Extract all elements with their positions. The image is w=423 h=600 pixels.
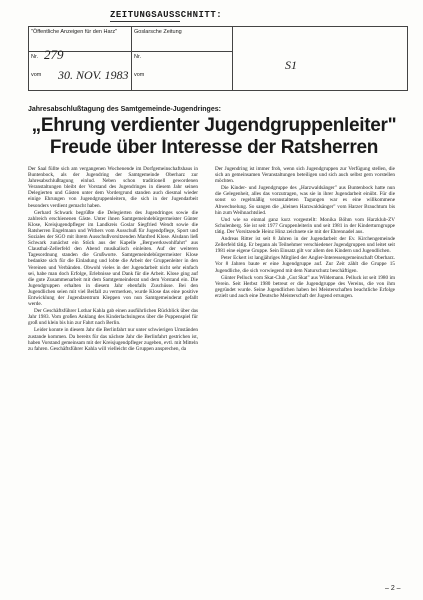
paragraph: Leider konnte in diesem Jahr die Berlinfahrt nur unter schwierigen Umständen zustande kommen. Da bereits für das nächste Jahr die Berlinfahrt gestrichen ist, haben Vorstand gemeinsam mit der Kreisjugendpfleger zugeben, evtl. mit Mitteln zu fahren. Geschäftsführer Kahla will vielleicht die Gruppen ansprechen, da [28,327,198,352]
article-subheadline: Freude über Interesse der Ratsherren [49,137,379,158]
handwritten-number: 279 [44,47,64,62]
vom-label: vom [31,72,42,78]
source-cell: "Öffentliche Anzeigen für den Harz" [29,27,132,52]
paragraph: Günter Pelluck vom Skat-Club „Gut Skat" aus Wildemann. Pelluck ist seit 1980 im Verein. Seit Herbst 1980 betreut er die Jugendgruppe des Vereins, die von ihm gegründet wurde. Seine Jugendlichen haben bei Meisterschaften beachtliche Erfolge erzielt und auch eine Deutsche Meisterschaft der Jugend errungen. [215,274,395,299]
nr-label: Nr. [31,54,39,60]
handwritten-code: S1 [285,58,297,72]
source-cell-2: Goslarsche Zeitung [132,27,233,52]
nr2-label: Nr. [134,54,142,60]
page-number: – 2 – [385,585,401,592]
paragraph: Der Saal füllte sich am vergangenen Wochenende im Dorfgemeinschaftshaus in Buntenbock, als der Jugendring der Samtgemeinde Oberharz zur Jahresabschlußtagung einlud. Neben schon traditionell gewordenen Veranstaltungen bleibt der Vorstand des Jugendringes in diesem Jahr seinen Delegierten und Gästen unter dem Vordergrund standen auch diesmal wieder einige Ehrungen von Jugendgruppenleitern, die sich in der Jugendarbeit besonders verdient gemacht haben. [28,166,198,209]
paragraph: Peter Eckert ist langjähriges Mitglied der Angler-Interessengemeinschaft Oberharz. Vor 8 Jahren baute er eine Jugendgruppe auf. Zur Zeit zählt die Gruppe 15 Jugendliche, die sich vorwiegend mit dem Naturschutz beschäftigen. [215,255,395,274]
paragraph: Gerhard Schwark begrüßte die Delegierten des Jugendringes sowie die zahlreich erschienenen Gäste. Unter ihnen Samtgemeindebürgermeister Günter Klose, Kreisjugendpfleger im Landkreis Goslar Siegfried Wendt sowie die Ratsherren Engelmann und Withers vom Ausschuß für Jugendpflege, Sport und Soziales der SGO mit ihrem Ausschußvorsitzenden Manfred Klose. Alsdann ließ Schwark zunächst ein Stück aus der Kapelle „Bergwerkswohlfahrt" aus Clausthal-Zellerfeld den Abend musikalisch einleiten. Auf der weiteren Tagesordnung standen die Grußworte. Samtgemeindebürgermeister Klose bedankte sich für die Einladung und lobte die Arbeit der Gruppenleiter in den Vereinen und Verbänden. Obwohl vieles in der Jugendarbeit nicht sehr einfach sei, habe man doch Erfolge, Erlebnisse und Dank für die Arbeit. Klose ging auf die gute Zusammenarbeit mit dem Samtgemeinderat und dem Vorstand ein. Die Jugendgruppen erhalten in diesem Jahr ebenfalls Zuschüsse. Bei den Jugendlichen seien mit viel Beifall zu vermerken, wurde Klose das eine positive Entwicklung der Jugendzentrum Kleppen von nun Samtgemeinderat gefallt werde. [28,209,198,308]
vom2-label: vom [134,72,145,78]
article-column-left [28,166,198,353]
number-date-cell-2 [132,52,233,91]
paragraph: Der Jugendring ist immer froh, wenn sich Jugendgruppen zur Verfügung stellen, die sich an gemeinsamen Veranstaltungen beteiligen und sich auch selbst gern vorstellen möchten. [215,166,395,185]
paragraph: Der Geschäftsführer Lothar Kahla gab einen ausführlichen Rückblick über das Jahr 1983. Vom großen Anklang des Kinderlachsingens über die Puppenspiel für groß und klein bis hin zur Fahrt nach Berlin. [28,308,198,327]
handwritten-date: 30. NOV. 1983 [58,68,129,82]
paragraph: Die Kinder- und Jugendgruppe des „Harzwaldsänger" aus Buntenbock hatte nun die Gelegenheit, alles das vorzutragen, was sie in ihrer Jugendarbeit einübt. Für die sonst so regelmäßig veranstalteten Tagungen war es eine willkommene Abwechselung. So sangen die „kleinen Harzwaldsänger" vom Harzer Brauchtum bis hin zum Weihnachtslied. [215,185,395,216]
clipping-header-title: ZEITUNGSAUSSCHNITT: [110,10,223,20]
paragraph: Andreas Ritter ist seit 8 Jahren in der Jugendarbeit der Ev. Kirchengemeinde Zellerfeld tätig. Er begann als Teilnehmer verschiedener Jugendgruppen und leitet seit 1981 eine eigene Gruppe. Sein Einsatz gilt vor allem den Kindern und Jugendlichen. [215,236,395,255]
article-column-right [215,166,395,300]
paragraph: Und wie so einmal ganz kurz vorgestellt: Monika Böhm vom Harzklub-ZV Schulenberg. Sie ist seit 1977 Gruppenleiterin und seit 1981 in der Kinderturngruppe tätig. Der Vorsitzende Heinz Hinz zeichnete sie mit der Ehrennadel aus. [215,216,395,235]
article-kicker: Jahresabschlußtagung des Samtgemeinde-Jugendringes: [28,106,221,113]
article-headline: „Ehrung verdienter Jugendgruppenleiter" [31,115,397,136]
header-rule [110,21,180,22]
code-cell [233,27,408,91]
